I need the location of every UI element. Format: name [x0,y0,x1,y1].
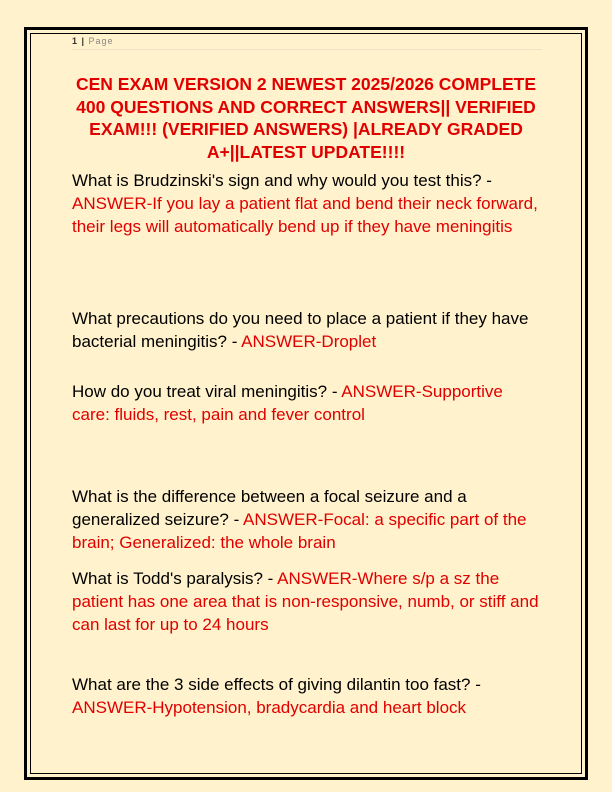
qa-item [72,485,542,554]
answer: ANSWER-Hypotension, bradycardia and heart block [72,698,467,717]
answer: ANSWER-If you lay a patient flat and bend their neck forward, their legs will automatically bend up if they have meningitis [72,194,538,236]
qa-item [72,567,542,636]
document-title: CEN EXAM VERSION 2 NEWEST 2025/2026 COMPLETE 400 QUESTIONS AND CORRECT ANSWERS|| VERIFIED EXAM!!! (VERIFIED ANSWERS) |ALREADY GRADED A+||LATEST UPDATE!!!! [76,74,536,162]
qa-item [72,307,542,353]
answer: ANSWER-Supportive care: fluids, rest, pain and fever control [72,382,503,424]
page-number: 1 [72,36,79,46]
page-label: Page [88,36,114,46]
answer: ANSWER-Droplet [241,332,377,351]
question: What is Brudzinski's sign and why would you test this? - [72,171,492,190]
qa-item [72,169,542,238]
question: What precautions do you need to place a patient if they have bacterial meningitis? - [72,309,529,351]
page-header [72,36,542,50]
question: What are the 3 side effects of giving dilantin too fast? - [72,675,481,694]
qa-item [72,673,542,719]
answer: ANSWER-Where s/p a sz the patient has one area that is non-responsive, numb, or stiff and can last for up to 24 hours [72,569,539,634]
answer: ANSWER-Focal: a specific part of the brain; Generalized: the whole brain [72,510,527,552]
header-separator: | [78,36,89,46]
question: What is Todd's paralysis? - [72,569,278,588]
question: How do you treat viral meningitis? - [72,382,342,401]
qa-item [72,380,542,426]
question: What is the difference between a focal seizure and a generalized seizure? - [72,487,467,529]
